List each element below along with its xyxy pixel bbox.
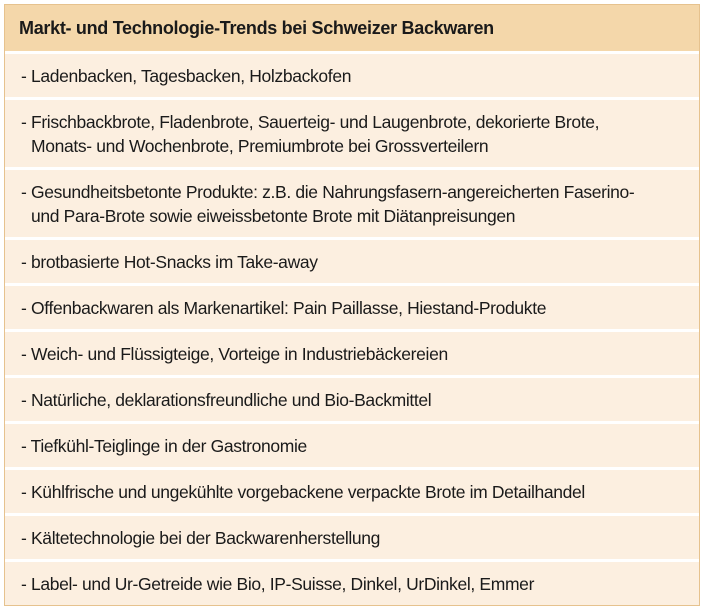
table-row bbox=[5, 516, 699, 559]
row-text bbox=[21, 110, 599, 158]
row-text: - Ladenbacken, Tagesbacken, Holzbackofen bbox=[21, 65, 352, 86]
row-text-line: - Frischbackbrote, Fladenbrote, Sauerteig- und Laugenbrote, dekorierte Brote, bbox=[21, 111, 600, 132]
table-row bbox=[5, 424, 699, 467]
row-text: - Kühlfrische und ungekühlte vorgebackene verpackte Brote im Detailhandel bbox=[21, 481, 585, 502]
row-text bbox=[21, 180, 634, 228]
table-row bbox=[5, 170, 699, 237]
trends-table bbox=[4, 4, 700, 606]
table-row bbox=[5, 378, 699, 421]
row-text: - Natürliche, deklarationsfreundliche und Bio-Backmittel bbox=[21, 389, 432, 410]
row-text-line: und Para-Brote sowie eiweissbetonte Brote mit Diätanpreisungen bbox=[31, 205, 516, 226]
table-row bbox=[5, 332, 699, 375]
row-text: - Offenbackwaren als Markenartikel: Pain Paillasse, Hiestand-Produkte bbox=[21, 297, 547, 318]
table-row bbox=[5, 240, 699, 283]
table-row bbox=[5, 286, 699, 329]
row-text: - brotbasierte Hot-Snacks im Take-away bbox=[21, 251, 318, 272]
table-header bbox=[5, 5, 699, 51]
row-text-line: Monats- und Wochenbrote, Premiumbrote bei Grossverteilern bbox=[31, 135, 489, 156]
table-row bbox=[5, 100, 699, 167]
table-title: Markt- und Technologie-Trends bei Schweizer Backwaren bbox=[19, 17, 494, 38]
table-row bbox=[5, 470, 699, 513]
table-row bbox=[5, 54, 699, 97]
row-text: - Kältetechnologie bei der Backwarenherstellung bbox=[21, 527, 381, 548]
row-text: - Tiefkühl-Teiglinge in der Gastronomie bbox=[21, 435, 307, 456]
row-text-line: - Gesundheitsbetonte Produkte: z.B. die Nahrungsfasern-angereicherten Faserino- bbox=[21, 181, 635, 202]
table-row bbox=[5, 562, 699, 605]
row-text: - Weich- und Flüssigteige, Vorteige in Industriebäckereien bbox=[21, 343, 448, 364]
row-text: - Label- und Ur-Getreide wie Bio, IP-Suisse, Dinkel, UrDinkel, Emmer bbox=[21, 573, 535, 594]
